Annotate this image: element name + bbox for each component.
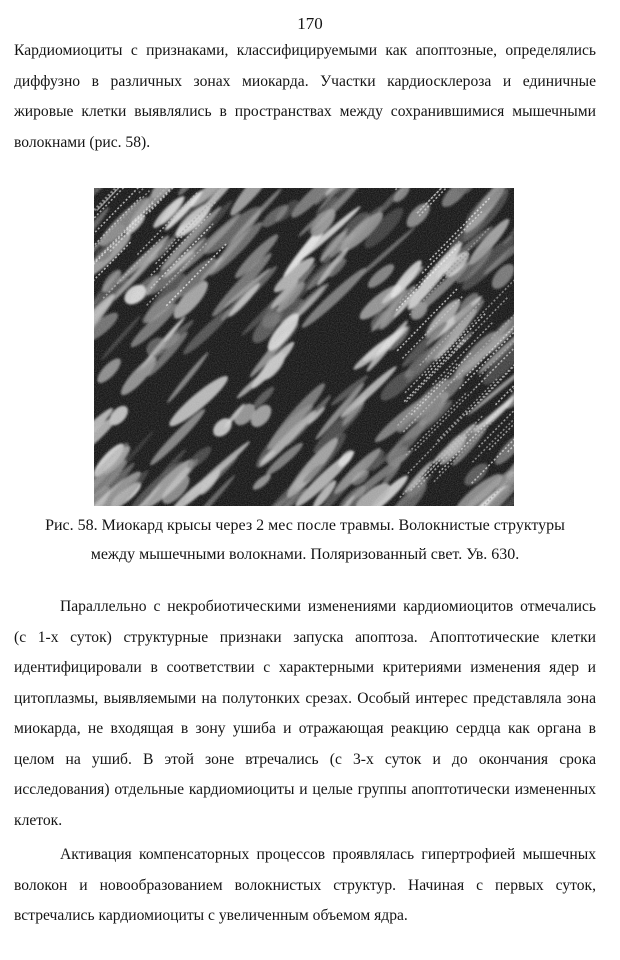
caption-line-1: Рис. 58. Миокард крысы через 2 мес после травмы. Волокнистые структуры	[45, 517, 565, 534]
figure-caption	[14, 511, 596, 569]
micrograph-image	[94, 188, 514, 506]
paragraph-third: Активация компенсаторных процессов проявлялась гипертрофией мышечных волокон и новообразованием волокнистых структур. Начиная с первых суток, встречались кардиомиоциты с увеличенным объемом ядра.	[14, 846, 596, 924]
caption-line-2: между мышечными волокнами. Поляризованный свет. Ув. 630.	[90, 546, 520, 563]
paragraph-second: Параллельно с некробиотическими изменениями кардиомиоцитов отмечались (с 1-х суток) структурные признаки запуска апоптоза. Апоптотические клетки идентифицировали в соответствии с характерными критериями изменения ядер и цитоплазмы, выявляемыми на полутонких срезах. Особый интерес представляла зона миокарда, не входящая в зону ушиба и отражающая реакцию сердца как органа в целом на ушиб. В этой зоне втречались (с 3-х суток и до окончания срока исследования) отдельные кардиомиоциты и целые группы апоптотически измененных клеток.	[14, 598, 596, 829]
paragraph-intro: Кардиомиоциты с признаками, классифицируемыми как апоптозные, определялись диффузно в различных зонах миокарда. Участки кардиосклероза и единичные жировые клетки выявлялись в пространствах между сохранившимися мышечными волокнами (рис. 58).	[14, 42, 596, 151]
micrograph-figure	[94, 188, 514, 506]
page-number: 170	[297, 14, 323, 33]
